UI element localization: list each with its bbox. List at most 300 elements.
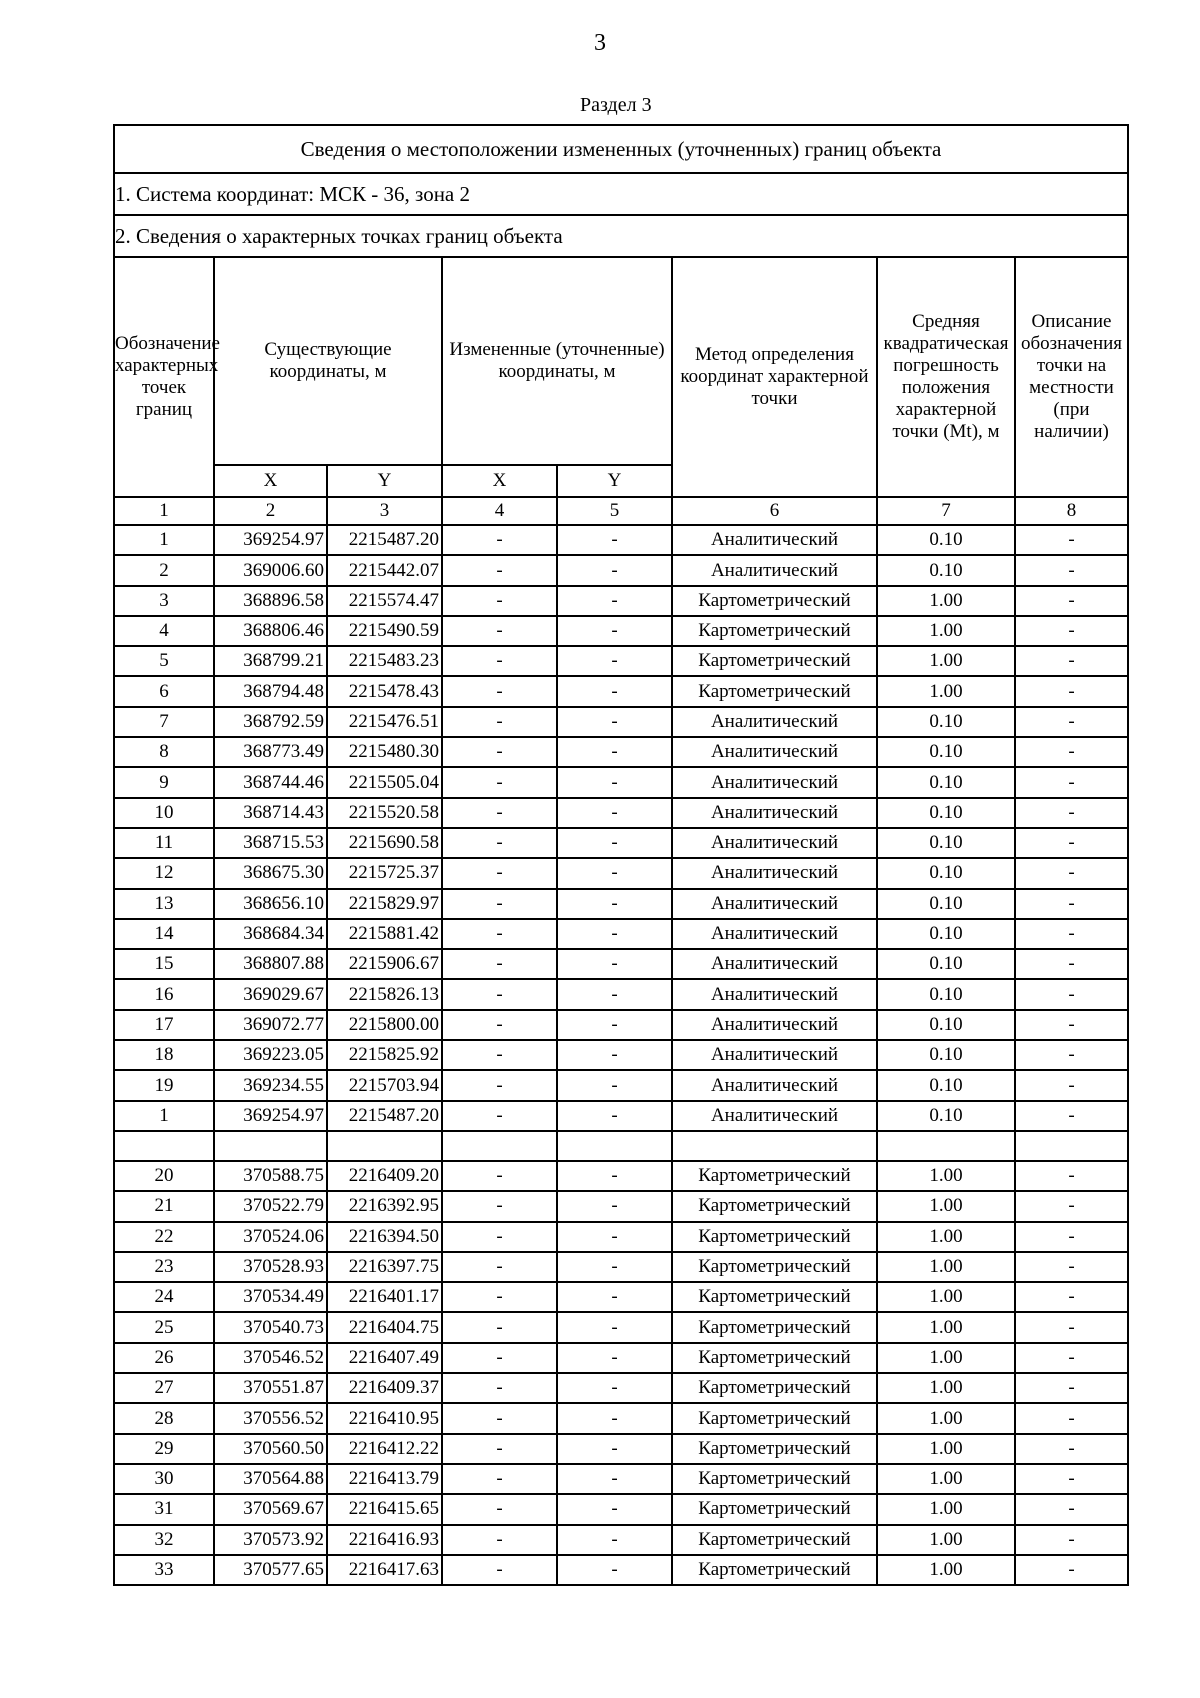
changed-x-cell: - [442,858,557,888]
error-cell: 1.00 [877,1555,1015,1585]
description-cell: - [1015,858,1128,888]
changed-x-cell: - [442,767,557,797]
method-cell: Картометрический [672,1282,877,1312]
table-row [114,707,1128,737]
method-cell: Аналитический [672,707,877,737]
changed-y-cell: - [557,707,672,737]
existing-x-cell: 368806.46 [214,616,327,646]
error-cell: 0.10 [877,828,1015,858]
changed-x-cell: - [442,1494,557,1524]
existing-y-cell: 2216392.95 [327,1191,442,1221]
points-heading: 2. Сведения о характерных точках границ объекта [114,215,1128,257]
changed-x-cell: - [442,1070,557,1100]
description-cell: - [1015,1434,1128,1464]
changed-y-cell: - [557,555,672,585]
point-number-cell: 21 [114,1191,214,1221]
column-number: 7 [877,497,1015,525]
existing-x-cell: 370524.06 [214,1222,327,1252]
error-cell: 1.00 [877,1403,1015,1433]
changed-x-cell: - [442,1252,557,1282]
changed-x-cell: - [442,1464,557,1494]
method-cell: Аналитический [672,555,877,585]
existing-x-cell: 369223.05 [214,1040,327,1070]
error-cell: 0.10 [877,1040,1015,1070]
existing-y-cell: 2215574.47 [327,586,442,616]
existing-x-cell: 368773.49 [214,737,327,767]
changed-x-cell: - [442,737,557,767]
error-cell: 1.00 [877,1525,1015,1555]
error-cell: 1.00 [877,1252,1015,1282]
description-cell: - [1015,1040,1128,1070]
changed-y-cell: - [557,1373,672,1403]
method-cell: Аналитический [672,889,877,919]
error-cell: 1.00 [877,1373,1015,1403]
method-cell: Картометрический [672,1464,877,1494]
changed-x-cell: - [442,1040,557,1070]
point-number-cell: 27 [114,1373,214,1403]
table-row [114,616,1128,646]
description-cell: - [1015,737,1128,767]
changed-y-cell: - [557,586,672,616]
header-description: Описание обозначения точки на местности (при наличии) [1015,257,1128,497]
error-cell: 0.10 [877,798,1015,828]
empty-cell [1015,1131,1128,1161]
point-number-cell: 9 [114,767,214,797]
method-cell: Аналитический [672,737,877,767]
changed-y-cell: - [557,1191,672,1221]
description-cell: - [1015,767,1128,797]
changed-y-cell: - [557,1252,672,1282]
changed-x-cell: - [442,646,557,676]
point-number-cell: 7 [114,707,214,737]
error-cell: 0.10 [877,555,1015,585]
point-number-cell: 18 [114,1040,214,1070]
empty-cell [114,1131,214,1161]
method-cell: Картометрический [672,1373,877,1403]
existing-x-cell: 370564.88 [214,1464,327,1494]
changed-y-cell: - [557,1101,672,1131]
description-cell: - [1015,1101,1128,1131]
point-number-cell: 20 [114,1161,214,1191]
changed-y-cell: - [557,1010,672,1040]
method-cell: Аналитический [672,1040,877,1070]
empty-cell [877,1131,1015,1161]
error-cell: 0.10 [877,1070,1015,1100]
existing-y-cell: 2215800.00 [327,1010,442,1040]
point-number-cell: 30 [114,1464,214,1494]
existing-x-cell: 369234.55 [214,1070,327,1100]
existing-x-cell: 370522.79 [214,1191,327,1221]
existing-y-cell: 2216404.75 [327,1312,442,1342]
point-number-cell: 1 [114,525,214,555]
changed-x-cell: - [442,616,557,646]
empty-cell [214,1131,327,1161]
changed-x-cell: - [442,919,557,949]
error-cell: 1.00 [877,676,1015,706]
existing-y-cell: 2215478.43 [327,676,442,706]
header-changed: Измененные (уточненные) координаты, м [442,257,672,465]
existing-y-cell: 2215505.04 [327,767,442,797]
existing-x-cell: 368896.58 [214,586,327,616]
existing-y-cell: 2216394.50 [327,1222,442,1252]
existing-x-cell: 370588.75 [214,1161,327,1191]
method-cell: Картометрический [672,1434,877,1464]
table-row [114,949,1128,979]
existing-y-cell: 2215906.67 [327,949,442,979]
changed-y-cell: - [557,1040,672,1070]
header-designation: Обозначение характерных точек границ [114,257,214,497]
changed-x-cell: - [442,1101,557,1131]
existing-y-cell: 2215487.20 [327,1101,442,1131]
existing-y-cell: 2216413.79 [327,1464,442,1494]
existing-y-cell: 2215442.07 [327,555,442,585]
changed-y-cell: - [557,1464,672,1494]
description-cell: - [1015,889,1128,919]
changed-x-cell: - [442,1222,557,1252]
existing-y-cell: 2216417.63 [327,1555,442,1585]
error-cell: 1.00 [877,1464,1015,1494]
changed-y-cell: - [557,949,672,979]
description-cell: - [1015,828,1128,858]
table-row [114,737,1128,767]
existing-x-cell: 368792.59 [214,707,327,737]
description-cell: - [1015,949,1128,979]
existing-y-cell: 2216416.93 [327,1525,442,1555]
changed-x-cell: - [442,555,557,585]
table-row [114,1555,1128,1585]
point-number-cell: 5 [114,646,214,676]
table-row [114,889,1128,919]
method-cell: Аналитический [672,858,877,888]
description-cell: - [1015,1373,1128,1403]
method-cell: Картометрический [672,1222,877,1252]
table-row [114,858,1128,888]
table-row [114,1040,1128,1070]
changed-y-cell: - [557,1525,672,1555]
changed-y-cell: - [557,1312,672,1342]
point-number-cell: 26 [114,1343,214,1373]
column-number: 5 [557,497,672,525]
changed-x-cell: - [442,889,557,919]
description-cell: - [1015,1525,1128,1555]
changed-x-cell: - [442,949,557,979]
table-row [114,919,1128,949]
section-title: Раздел 3 [580,94,652,116]
table-row [114,1010,1128,1040]
method-cell: Картометрический [672,1343,877,1373]
changed-x-cell: - [442,1191,557,1221]
existing-x-cell: 370556.52 [214,1403,327,1433]
method-cell: Картометрический [672,646,877,676]
point-number-cell: 22 [114,1222,214,1252]
method-cell: Картометрический [672,1191,877,1221]
header-error: Средняя квадратическая погрешность положения характерной точки (Mt), м [877,257,1015,497]
method-cell: Картометрический [672,1312,877,1342]
header-method: Метод определения координат характерной точки [672,257,877,497]
changed-y-cell: - [557,676,672,706]
method-cell: Картометрический [672,1403,877,1433]
changed-y-cell: - [557,1555,672,1585]
header-existing-x: X [214,465,327,497]
description-cell: - [1015,1070,1128,1100]
changed-y-cell: - [557,767,672,797]
point-number-cell: 4 [114,616,214,646]
changed-x-cell: - [442,586,557,616]
existing-y-cell: 2216397.75 [327,1252,442,1282]
existing-y-cell: 2216412.22 [327,1434,442,1464]
header-existing: Существующие координаты, м [214,257,442,465]
error-cell: 1.00 [877,1494,1015,1524]
existing-y-cell: 2215487.20 [327,525,442,555]
table-row [114,676,1128,706]
point-number-cell: 33 [114,1555,214,1585]
description-cell: - [1015,1252,1128,1282]
description-cell: - [1015,616,1128,646]
method-cell: Аналитический [672,525,877,555]
point-number-cell: 14 [114,919,214,949]
method-cell: Аналитический [672,919,877,949]
point-number-cell: 25 [114,1312,214,1342]
method-cell: Картометрический [672,1161,877,1191]
changed-x-cell: - [442,1343,557,1373]
description-cell: - [1015,1010,1128,1040]
description-cell: - [1015,676,1128,706]
table-row [114,1070,1128,1100]
existing-x-cell: 370560.50 [214,1434,327,1464]
method-cell: Картометрический [672,1525,877,1555]
changed-y-cell: - [557,1343,672,1373]
header-existing-y: Y [327,465,442,497]
table-row [114,1161,1128,1191]
table-row [114,1494,1128,1524]
table-row [114,1525,1128,1555]
error-cell: 0.10 [877,979,1015,1009]
table-row [114,979,1128,1009]
description-cell: - [1015,1555,1128,1585]
changed-y-cell: - [557,919,672,949]
error-cell: 1.00 [877,616,1015,646]
existing-x-cell: 370551.87 [214,1373,327,1403]
point-number-cell: 8 [114,737,214,767]
method-cell: Картометрический [672,1494,877,1524]
column-number: 3 [327,497,442,525]
existing-y-cell: 2215690.58 [327,828,442,858]
changed-x-cell: - [442,1373,557,1403]
table-row [114,646,1128,676]
description-cell: - [1015,1403,1128,1433]
description-cell: - [1015,1343,1128,1373]
point-number-cell: 23 [114,1252,214,1282]
table-title: Сведения о местоположении измененных (уточненных) границ объекта [114,125,1128,173]
changed-y-cell: - [557,828,672,858]
column-numbers-row [114,497,1128,525]
point-number-cell: 11 [114,828,214,858]
column-number: 4 [442,497,557,525]
column-number: 6 [672,497,877,525]
description-cell: - [1015,1464,1128,1494]
description-cell: - [1015,919,1128,949]
changed-x-cell: - [442,979,557,1009]
error-cell: 0.10 [877,858,1015,888]
table-row [114,555,1128,585]
point-number-cell: 16 [114,979,214,1009]
empty-cell [327,1131,442,1161]
existing-x-cell: 368656.10 [214,889,327,919]
description-cell: - [1015,1282,1128,1312]
description-cell: - [1015,1312,1128,1342]
point-number-cell: 15 [114,949,214,979]
changed-x-cell: - [442,1525,557,1555]
point-number-cell: 32 [114,1525,214,1555]
changed-y-cell: - [557,646,672,676]
existing-y-cell: 2216401.17 [327,1282,442,1312]
method-cell: Картометрический [672,586,877,616]
point-number-cell: 1 [114,1101,214,1131]
existing-y-cell: 2215825.92 [327,1040,442,1070]
changed-y-cell: - [557,1403,672,1433]
point-number-cell: 29 [114,1434,214,1464]
changed-x-cell: - [442,676,557,706]
table-row [114,828,1128,858]
existing-x-cell: 368799.21 [214,646,327,676]
existing-x-cell: 369006.60 [214,555,327,585]
point-number-cell: 17 [114,1010,214,1040]
description-cell: - [1015,1222,1128,1252]
empty-cell [442,1131,557,1161]
existing-x-cell: 370534.49 [214,1282,327,1312]
method-cell: Картометрический [672,1555,877,1585]
existing-y-cell: 2215703.94 [327,1070,442,1100]
existing-x-cell: 368715.53 [214,828,327,858]
changed-y-cell: - [557,1161,672,1191]
existing-x-cell: 368684.34 [214,919,327,949]
error-cell: 0.10 [877,1101,1015,1131]
changed-y-cell: - [557,1494,672,1524]
error-cell: 0.10 [877,707,1015,737]
existing-x-cell: 368744.46 [214,767,327,797]
table-row [114,1101,1128,1131]
table-row [114,1312,1128,1342]
existing-x-cell: 370540.73 [214,1312,327,1342]
column-number: 1 [114,497,214,525]
separator-row [114,1131,1128,1161]
existing-x-cell: 368794.48 [214,676,327,706]
method-cell: Аналитический [672,979,877,1009]
description-cell: - [1015,555,1128,585]
method-cell: Аналитический [672,828,877,858]
column-number: 2 [214,497,327,525]
empty-cell [672,1131,877,1161]
existing-y-cell: 2215483.23 [327,646,442,676]
changed-y-cell: - [557,616,672,646]
existing-y-cell: 2215520.58 [327,798,442,828]
point-number-cell: 6 [114,676,214,706]
header-changed-x: X [442,465,557,497]
error-cell: 1.00 [877,1222,1015,1252]
existing-x-cell: 368807.88 [214,949,327,979]
method-cell: Картометрический [672,616,877,646]
point-number-cell: 28 [114,1403,214,1433]
existing-y-cell: 2215826.13 [327,979,442,1009]
table-row [114,1373,1128,1403]
existing-x-cell: 370528.93 [214,1252,327,1282]
method-cell: Аналитический [672,767,877,797]
existing-y-cell: 2216409.37 [327,1373,442,1403]
table-row [114,586,1128,616]
changed-y-cell: - [557,1070,672,1100]
existing-x-cell: 370573.92 [214,1525,327,1555]
description-cell: - [1015,525,1128,555]
changed-x-cell: - [442,1010,557,1040]
table-row [114,1403,1128,1433]
error-cell: 1.00 [877,1312,1015,1342]
changed-x-cell: - [442,1555,557,1585]
column-number: 8 [1015,497,1128,525]
method-cell: Аналитический [672,949,877,979]
method-cell: Аналитический [672,798,877,828]
method-cell: Аналитический [672,1010,877,1040]
changed-x-cell: - [442,1161,557,1191]
existing-x-cell: 369072.77 [214,1010,327,1040]
method-cell: Аналитический [672,1101,877,1131]
existing-y-cell: 2216415.65 [327,1494,442,1524]
method-cell: Картометрический [672,1252,877,1282]
existing-y-cell: 2216410.95 [327,1403,442,1433]
description-cell: - [1015,707,1128,737]
point-number-cell: 12 [114,858,214,888]
description-cell: - [1015,798,1128,828]
point-number-cell: 31 [114,1494,214,1524]
error-cell: 1.00 [877,1343,1015,1373]
existing-y-cell: 2216409.20 [327,1161,442,1191]
point-number-cell: 24 [114,1282,214,1312]
error-cell: 1.00 [877,586,1015,616]
existing-y-cell: 2215829.97 [327,889,442,919]
changed-y-cell: - [557,1282,672,1312]
description-cell: - [1015,1161,1128,1191]
coord-system: 1. Система координат: МСК - 36, зона 2 [114,173,1128,215]
existing-x-cell: 369254.97 [214,525,327,555]
description-cell: - [1015,979,1128,1009]
boundary-points-table [113,124,1129,1586]
changed-x-cell: - [442,525,557,555]
table-row [114,1343,1128,1373]
changed-y-cell: - [557,889,672,919]
description-cell: - [1015,1494,1128,1524]
error-cell: 1.00 [877,1191,1015,1221]
table-row [114,1191,1128,1221]
existing-x-cell: 369254.97 [214,1101,327,1131]
changed-x-cell: - [442,1282,557,1312]
existing-y-cell: 2216407.49 [327,1343,442,1373]
changed-y-cell: - [557,798,672,828]
error-cell: 0.10 [877,949,1015,979]
existing-x-cell: 370546.52 [214,1343,327,1373]
table-row [114,1282,1128,1312]
method-cell: Картометрический [672,676,877,706]
table-row [114,798,1128,828]
existing-y-cell: 2215725.37 [327,858,442,888]
changed-x-cell: - [442,1434,557,1464]
existing-x-cell: 368675.30 [214,858,327,888]
table-row [114,1434,1128,1464]
changed-x-cell: - [442,798,557,828]
error-cell: 0.10 [877,767,1015,797]
changed-x-cell: - [442,707,557,737]
error-cell: 0.10 [877,737,1015,767]
point-number-cell: 19 [114,1070,214,1100]
table-row [114,1222,1128,1252]
